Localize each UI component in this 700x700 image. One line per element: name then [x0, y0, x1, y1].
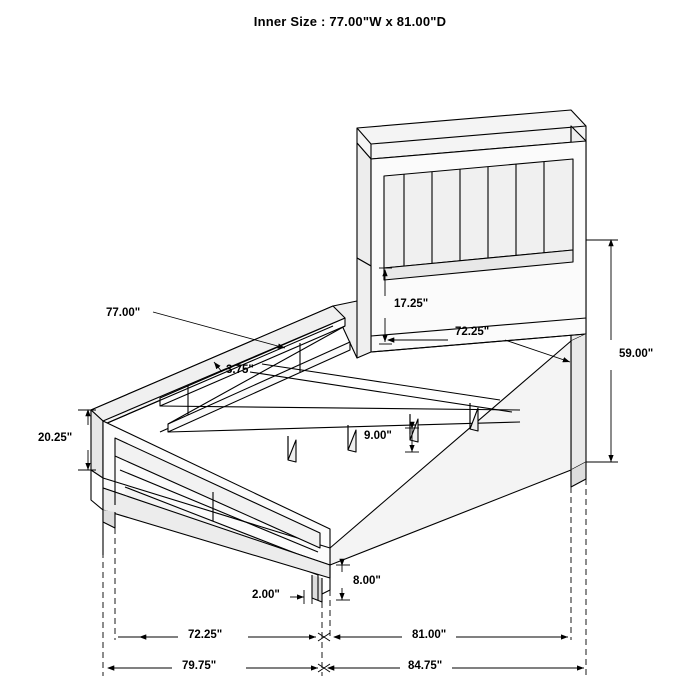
page-title: Inner Size : 77.00"W x 81.00"D — [253, 14, 447, 29]
dim-headboard-height: 59.00" — [619, 348, 654, 360]
dim-overall-width: 79.75" — [182, 660, 217, 672]
dim-headboard-inner: 72.25" — [455, 326, 490, 338]
dim-leg-height: 8.00" — [353, 575, 381, 587]
dim-slat-thickness: 3.75" — [226, 364, 254, 376]
dim-clearance-under: 9.00" — [364, 430, 392, 442]
dim-overall-depth: 81.00" — [412, 629, 447, 641]
bed-outline — [91, 110, 586, 602]
dim-overall-length: 84.75" — [408, 660, 443, 672]
dim-footboard-height: 20.25" — [38, 432, 73, 444]
dim-inner-width: 77.00" — [106, 307, 141, 319]
dim-footboard-width: 72.25" — [188, 629, 223, 641]
dim-foot-offset: 2.00" — [252, 589, 280, 601]
dim-headboard-panel: 17.25" — [394, 298, 429, 310]
